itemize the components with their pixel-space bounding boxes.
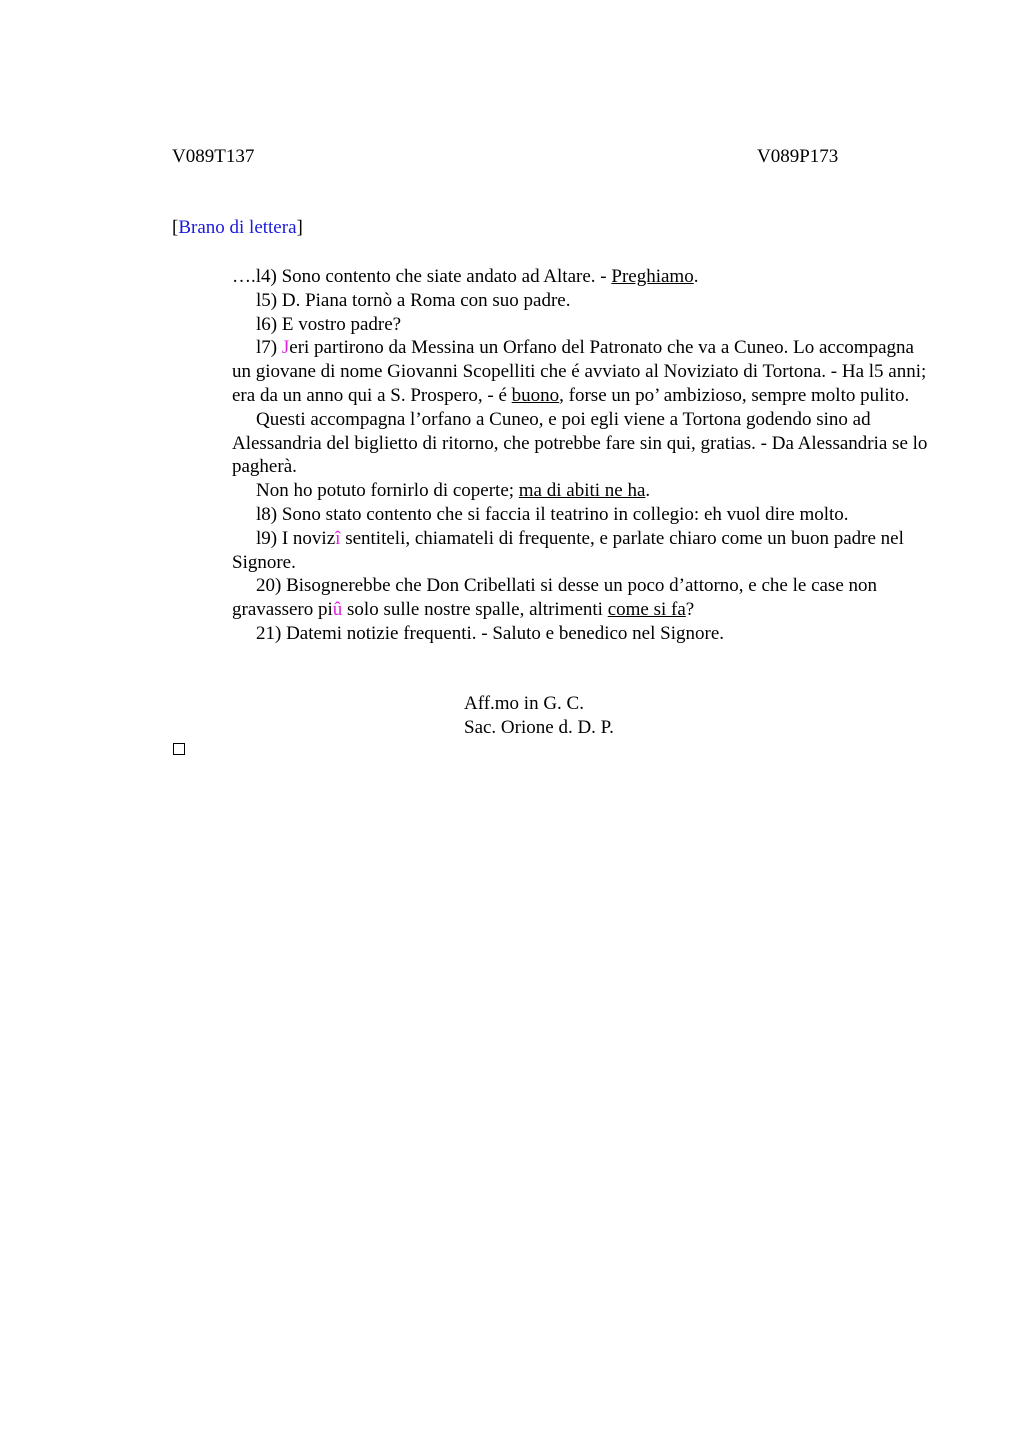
paragraph-17-coperte: Non ho potuto fornirlo di coperte; ma di abiti ne ha. [256, 480, 651, 502]
paragraph-15: l5) D. Piana tornò a Roma con suo padre. [256, 289, 571, 311]
paragraph-18: l8) Sono stato contento che si faccia il teatrino in collegio: eh vuol dire molto. [256, 503, 849, 525]
paragraph-17-continued: Questi accompagna l’orfano a Cuneo, e poi egli viene a Tortona godendo sino ad Alessandria del biglietto di ritorno, che potrebbe fare sin qui, gratias. - Da Alessandria se lo pagherà. [232, 408, 928, 478]
paragraph-14: ….l4) Sono contento che siate andato ad Altare. - Preghiamo. [232, 266, 699, 287]
highlighted-letter: û [332, 599, 343, 621]
end-of-document-box-icon [173, 743, 185, 755]
underlined-text: ma di abiti ne ha [518, 480, 646, 502]
paragraph-19: l9) I novizî sentiteli, chiamateli di frequente, e parlate chiaro come un buon padre nel Signore. [232, 527, 904, 573]
open-bracket: [ [172, 217, 179, 238]
underlined-text: come si fa [607, 599, 686, 621]
paragraph-16: l6) E vostro padre? [256, 313, 402, 335]
document-code-right: V089P173 [757, 146, 839, 167]
underlined-text: buono [511, 384, 560, 406]
signature-name: Sac. Orione d. D. P. [464, 717, 614, 738]
highlighted-letter: î [335, 527, 341, 549]
document-code-left: V089T137 [172, 146, 255, 167]
signature-closing: Aff.mo in G. C. [464, 693, 584, 714]
section-title: Brano di lettera [178, 217, 297, 238]
highlighted-letter: J [281, 337, 290, 359]
paragraph-21: 21) Datemi notizie frequenti. - Saluto e benedico nel Signore. [256, 622, 724, 644]
section-label [172, 217, 303, 239]
letter-body [232, 265, 932, 646]
paragraph-17: l7) Jeri partirono da Messina un Orfano del Patronato che va a Cuneo. Lo accompagna un giovane di nome Giovanni Scopelliti che é avviato al Noviziato di Tortona. - Ha l5 anni; era da un anno qui a S. Prospero, - é buono, forse un po’ ambizioso, sempre molto pulito. [232, 337, 927, 406]
signature-block [464, 692, 614, 740]
underlined-text: Preghiamo [611, 266, 694, 287]
paragraph-20: 20) Bisognerebbe che Don Cribellati si desse un poco d’attorno, e che le case non gravassero piû solo sulle nostre spalle, altrimenti come si fa? [232, 575, 878, 621]
close-bracket: ] [296, 217, 303, 238]
